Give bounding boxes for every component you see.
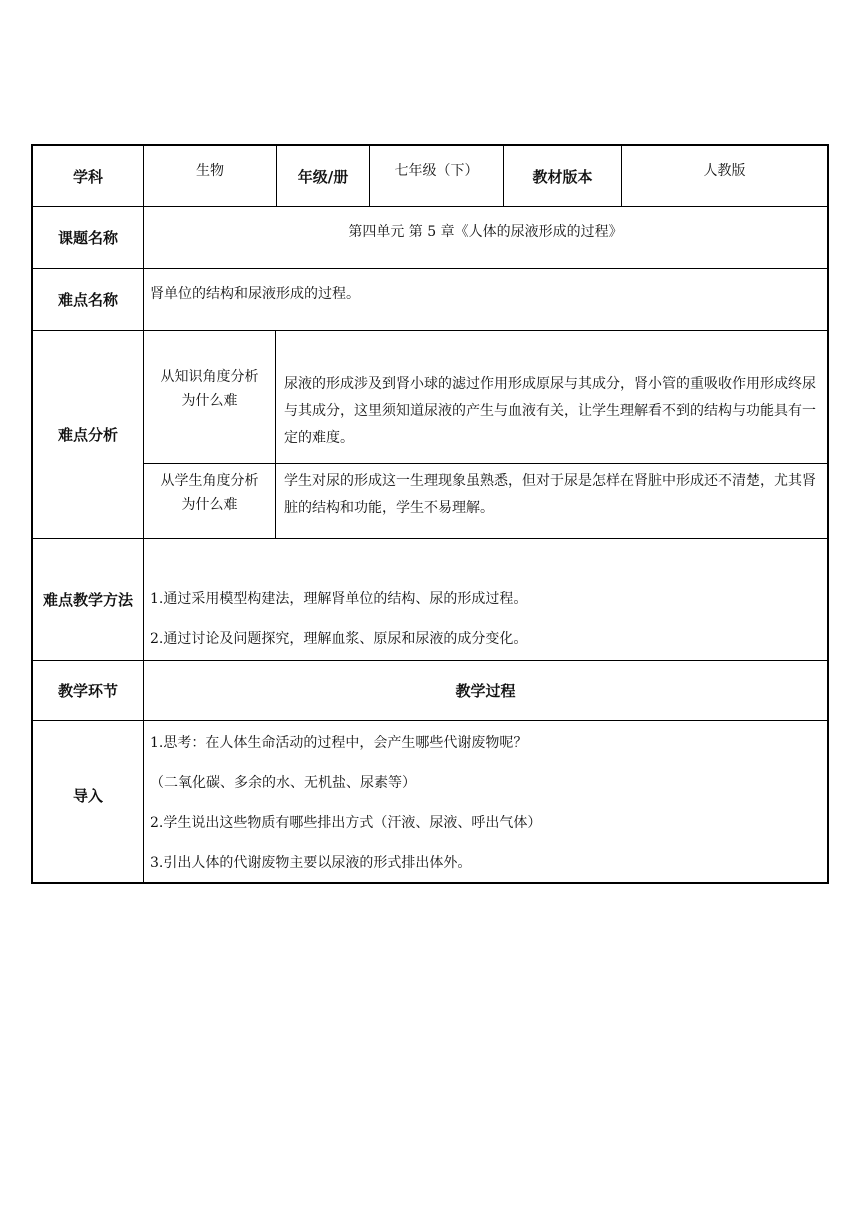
- student-label-line2: 为什么难: [181, 497, 238, 514]
- teaching-method-body: [144, 539, 827, 660]
- subject-value: 生物: [144, 146, 277, 206]
- lesson-plan-table: [31, 144, 829, 884]
- topic-value: 第四单元 第 5 章《人体的尿液形成的过程》: [348, 224, 623, 240]
- student-label-line1: 从学生角度分析: [160, 473, 259, 490]
- knowledge-analysis-text: 尿液的形成涉及到肾小球的滤过作用形成原尿与其成分，肾小管的重吸收作用形成终尿与其成分，这里须知道尿液的产生与血液有关，让学生理解看不到的结构与功能具有一定的难度。: [284, 376, 816, 446]
- subject-label: 学科: [33, 146, 144, 206]
- intro-line-2: （二氧化碳、多余的水、无机盐、尿素等）: [150, 775, 416, 791]
- difficulty-name-value: 肾单位的结构和尿液形成的过程。: [150, 286, 360, 302]
- difficulty-name-label: 难点名称: [33, 269, 144, 330]
- student-analysis-label: [144, 464, 276, 538]
- knowledge-label-line1: 从知识角度分析: [160, 369, 259, 385]
- grade-label: 年级/册: [277, 146, 370, 206]
- teaching-method-label: 难点教学方法: [33, 539, 144, 660]
- difficulty-name-row: [33, 269, 827, 331]
- teaching-method-row: [33, 539, 827, 661]
- student-analysis-text: 学生对尿的形成这一生理现象虽熟悉，但对于尿是怎样在肾脏中形成还不清楚，尤其肾脏的结构和功能，学生不易理解。: [284, 473, 816, 517]
- student-analysis: [144, 464, 827, 538]
- grade-value: 七年级（下）: [370, 146, 504, 206]
- intro-line-4: 3.引出人体的代谢废物主要以尿液的形式排出体外。: [150, 855, 472, 871]
- intro-line-3: 2.学生说出这些物质有哪些排出方式（汗液、尿液、呼出气体）: [150, 815, 542, 831]
- difficulty-analysis-body: [144, 331, 827, 538]
- knowledge-analysis-label: [144, 331, 276, 463]
- textbook-label: 教材版本: [504, 146, 622, 206]
- intro-label: 导入: [33, 721, 144, 882]
- textbook-value: 人教版: [703, 163, 746, 179]
- topic-row: [33, 207, 827, 269]
- topic-label: 课题名称: [33, 207, 144, 268]
- difficulty-analysis-row: [33, 331, 827, 539]
- knowledge-analysis: [144, 331, 827, 464]
- teaching-stage-label: 教学环节: [33, 661, 144, 720]
- teaching-process-heading: 教学过程: [455, 682, 516, 700]
- teaching-method-item-1: 1.通过采用模型构建法，理解肾单位的结构、尿的形成过程。: [150, 591, 528, 607]
- difficulty-analysis-label: 难点分析: [33, 331, 144, 538]
- info-row: [33, 146, 827, 207]
- intro-body: [144, 721, 827, 882]
- knowledge-label-line2: 为什么难: [181, 393, 238, 409]
- teaching-method-item-2: 2.通过讨论及问题探究，理解血浆、原尿和尿液的成分变化。: [150, 631, 528, 647]
- intro-row: [33, 721, 827, 882]
- intro-line-1: 1.思考：在人体生命活动的过程中，会产生哪些代谢废物呢？: [150, 735, 528, 751]
- process-header-row: [33, 661, 827, 721]
